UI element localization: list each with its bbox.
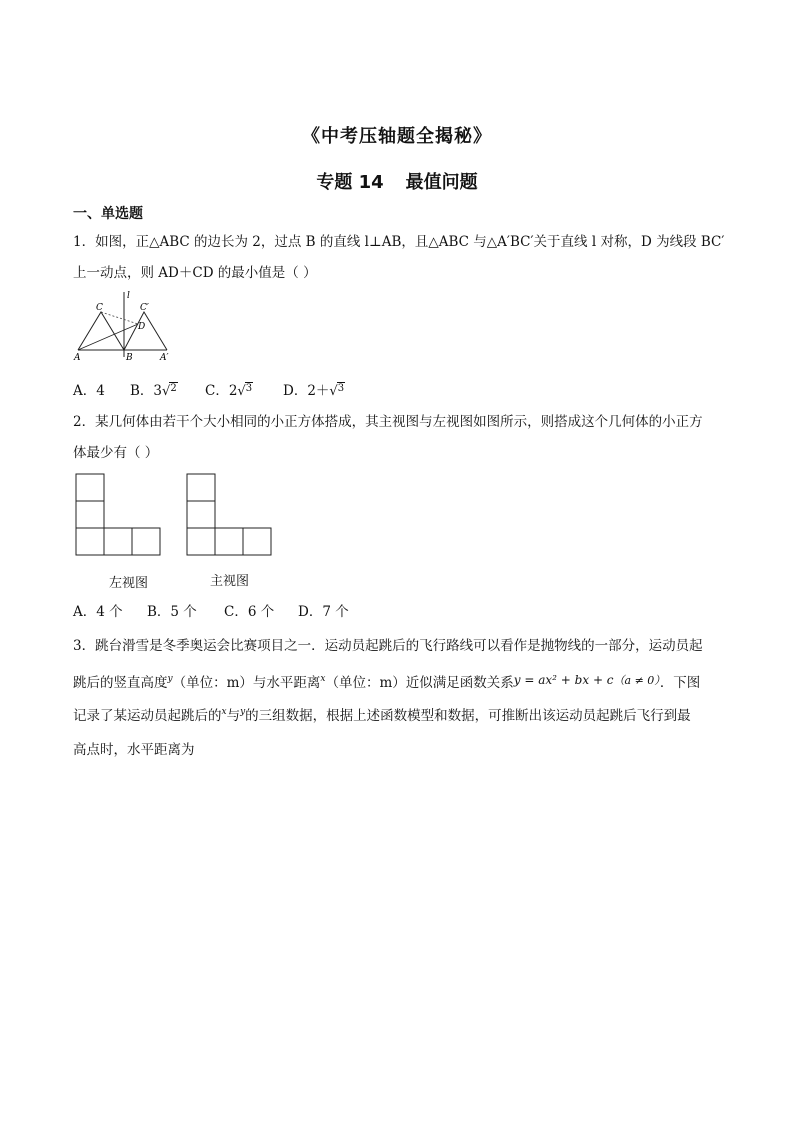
- document-title: 《中考压轴题全揭秘》: [302, 126, 492, 147]
- q3-formula-condition: （a ≠ 0）: [613, 674, 660, 687]
- q3-line-1: 3．跳台滑雪是冬季奥运会比赛项目之一．运动员起跳后的飞行路线可以看作是抛物线的一部分，运动员起: [73, 638, 703, 654]
- subtitle-topic: 专题 14: [316, 172, 384, 193]
- q2-line-1: 2．某几何体由若干个大小相同的小正方体搭成，其主视图与左视图如图所示，则搭成这个几何体的小正方: [73, 414, 703, 430]
- q2-option-c: C．6 个: [224, 604, 275, 620]
- label-d: D: [138, 322, 146, 332]
- label-a-prime: A′: [160, 353, 169, 362]
- q1-triangle-figure: [72, 290, 182, 362]
- label-b: B: [126, 353, 133, 362]
- q1-option-b: B．3√2: [130, 383, 177, 399]
- q1-option-a: A．4: [73, 383, 105, 399]
- q2-left-view-figure: [75, 473, 163, 559]
- q3-line-3: 记录了某运动员起跳后的$^x$与$^y$的三组数据，根据上述函数模型和数据，可推断出该运动员起跳后飞行到最: [73, 707, 691, 724]
- q3-line-4: 高点时，水平距离为: [73, 742, 195, 758]
- q3-line-2: 跳后的竖直高度$^y$（单位：m）与水平距离$^x$（单位：m）近似满足函数关系y = ax² + bx + $c^{(a \ne 0)}$．下图: [73, 673, 701, 691]
- q1-line-1: 1．如图，正△ABC 的边长为 2，过点 B 的直线 l⊥AB，且△ABC 与△A′BC′关于直线 l 对称，D 为线段 BC′: [73, 234, 725, 250]
- section-heading: 一、单选题: [73, 206, 143, 222]
- q1-option-d: D．2＋√3: [283, 383, 345, 399]
- q2-options: [73, 600, 349, 620]
- q2-option-b: B．5 个: [147, 604, 197, 620]
- left-view-label: 左视图: [109, 576, 149, 591]
- document-subtitle: [0, 168, 794, 194]
- label-c-prime: C′: [140, 303, 149, 313]
- q2-option-a: A．4 个: [73, 604, 123, 620]
- label-a: A: [74, 353, 81, 362]
- q1-line-2: 上一动点，则 AD＋CD 的最小值是（ ）: [73, 265, 317, 281]
- q2-line-2: 体最少有（ ）: [73, 445, 159, 461]
- q3-formula: y = ax² + bx + c: [513, 673, 614, 687]
- q1-option-c: C．2√3: [205, 383, 253, 399]
- label-l: l: [127, 291, 130, 301]
- main-view-label: 主视图: [210, 574, 250, 589]
- q2-main-view-figure: [186, 473, 274, 559]
- q1-options: [73, 379, 345, 399]
- label-c: C: [96, 303, 103, 313]
- q2-option-d: D．7 个: [298, 604, 349, 620]
- subtitle-name: 最值问题: [405, 172, 478, 193]
